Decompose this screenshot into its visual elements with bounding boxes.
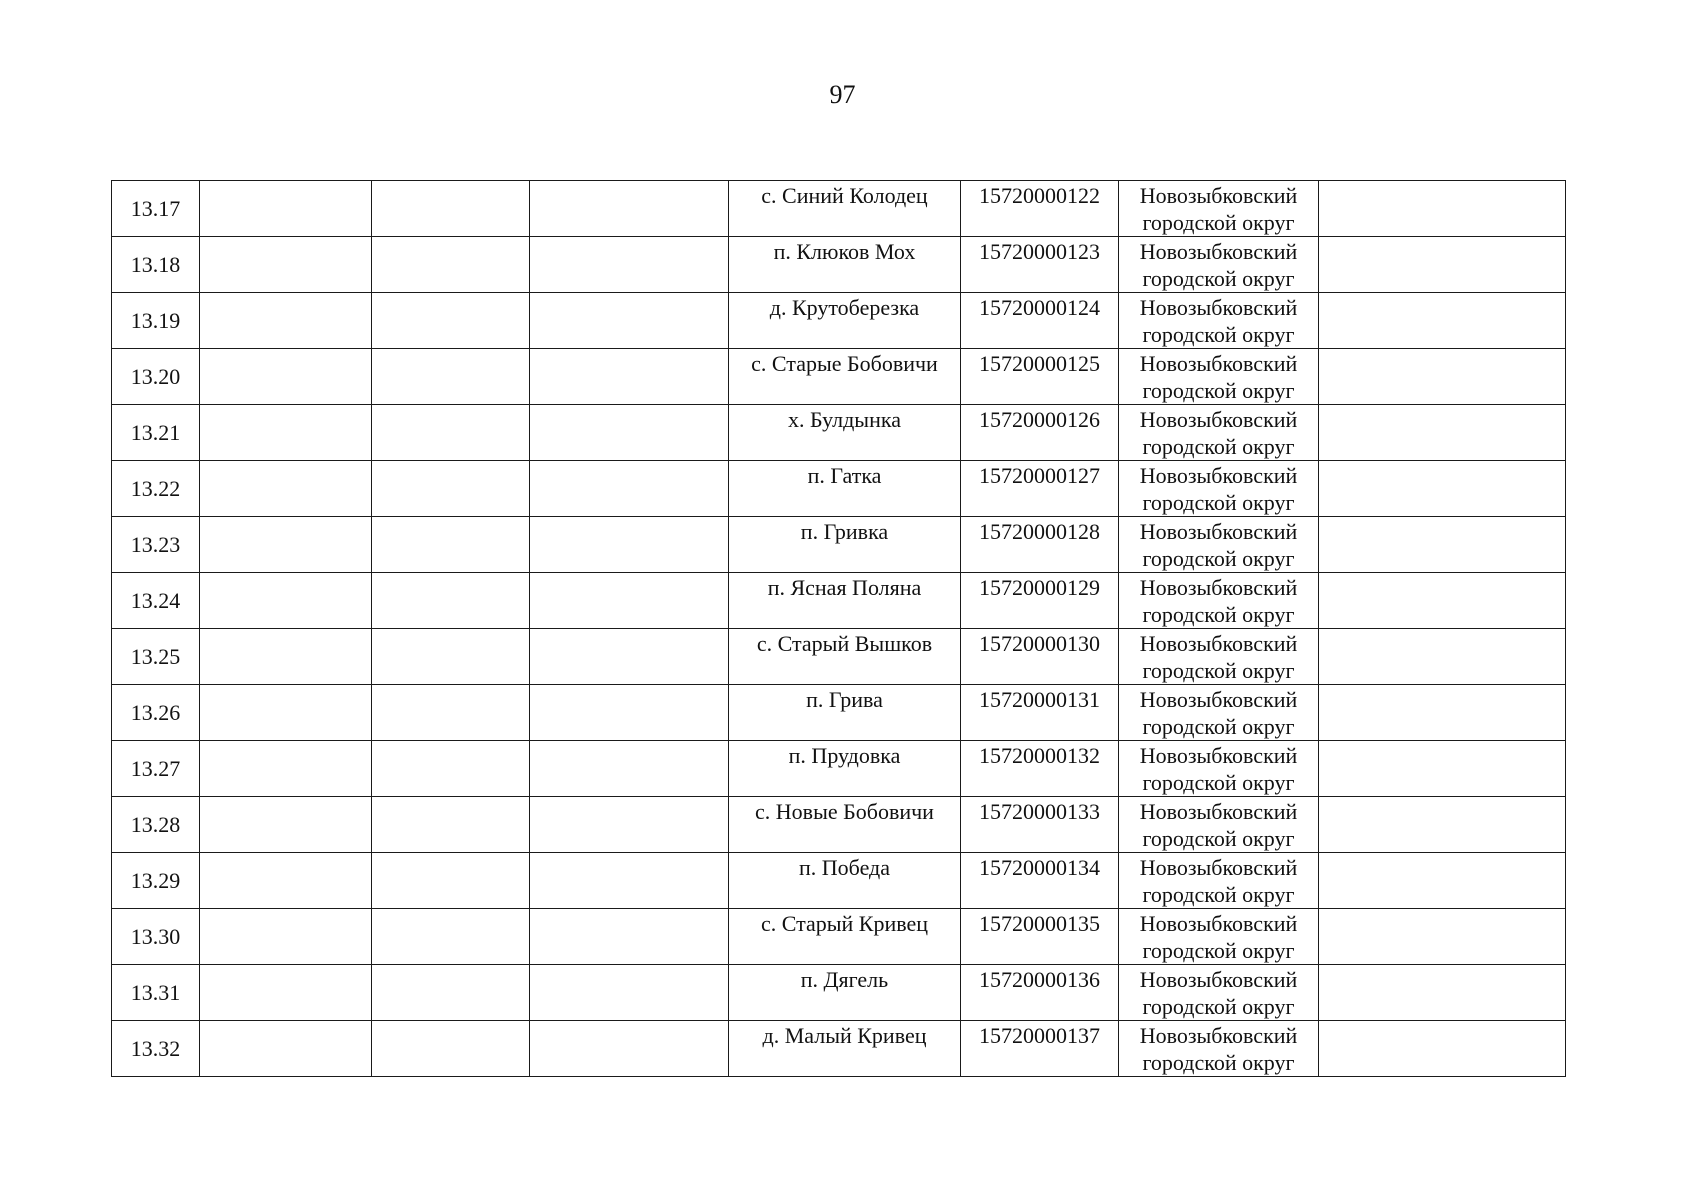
settlement-cell bbox=[729, 237, 961, 293]
settlement-name: с. Старые Бобовичи bbox=[751, 351, 938, 376]
district-name-line2: городской округ bbox=[1142, 378, 1295, 403]
district-name-line1: Новозыбковский bbox=[1139, 463, 1298, 488]
row-number: 13.28 bbox=[130, 812, 181, 837]
empty-cell bbox=[1319, 293, 1566, 349]
empty-cell bbox=[200, 1021, 372, 1077]
settlement-cell bbox=[729, 405, 961, 461]
empty-cell bbox=[200, 853, 372, 909]
district-cell bbox=[1119, 461, 1319, 517]
settlement-name: д. Крутоберезка bbox=[769, 295, 920, 320]
empty-cell bbox=[372, 797, 530, 853]
empty-cell bbox=[200, 293, 372, 349]
empty-cell bbox=[530, 405, 729, 461]
settlements-table bbox=[111, 180, 1566, 1077]
empty-cell bbox=[1319, 741, 1566, 797]
district-cell bbox=[1119, 853, 1319, 909]
row-number-cell bbox=[112, 349, 200, 405]
district-name-line1: Новозыбковский bbox=[1139, 631, 1298, 656]
empty-cell bbox=[1319, 853, 1566, 909]
district-name-line2: городской округ bbox=[1142, 658, 1295, 683]
empty-cell bbox=[530, 797, 729, 853]
oktmo-code-cell bbox=[961, 349, 1119, 405]
district-name-line1: Новозыбковский bbox=[1139, 967, 1298, 992]
oktmo-code: 15720000127 bbox=[979, 463, 1100, 488]
row-number: 13.27 bbox=[130, 756, 181, 781]
table-row bbox=[112, 797, 1566, 853]
district-name-line2: городской округ bbox=[1142, 210, 1295, 235]
oktmo-code-cell bbox=[961, 293, 1119, 349]
empty-cell bbox=[200, 349, 372, 405]
table-row bbox=[112, 573, 1566, 629]
oktmo-code-cell bbox=[961, 853, 1119, 909]
empty-cell bbox=[530, 349, 729, 405]
oktmo-code-cell bbox=[961, 181, 1119, 237]
row-number-cell bbox=[112, 853, 200, 909]
settlement-name: п. Гривка bbox=[800, 519, 889, 544]
empty-cell bbox=[372, 517, 530, 573]
empty-cell bbox=[530, 685, 729, 741]
district-name-line2: городской округ bbox=[1142, 994, 1295, 1019]
oktmo-code-cell bbox=[961, 965, 1119, 1021]
settlement-name: с. Новые Бобовичи bbox=[755, 799, 934, 824]
empty-cell bbox=[200, 965, 372, 1021]
empty-cell bbox=[200, 909, 372, 965]
row-number: 13.17 bbox=[130, 196, 181, 221]
district-cell bbox=[1119, 517, 1319, 573]
table-row bbox=[112, 909, 1566, 965]
oktmo-code-cell bbox=[961, 405, 1119, 461]
row-number-cell bbox=[112, 909, 200, 965]
empty-cell bbox=[1319, 797, 1566, 853]
empty-cell bbox=[200, 461, 372, 517]
table-row bbox=[112, 1021, 1566, 1077]
table-row bbox=[112, 965, 1566, 1021]
empty-cell bbox=[1319, 1021, 1566, 1077]
district-name-line1: Новозыбковский bbox=[1139, 855, 1298, 880]
district-name-line2: городской округ bbox=[1142, 714, 1295, 739]
empty-cell bbox=[200, 517, 372, 573]
settlement-cell bbox=[729, 685, 961, 741]
oktmo-code: 15720000129 bbox=[979, 575, 1100, 600]
district-name-line2: городской округ bbox=[1142, 1050, 1295, 1075]
empty-cell bbox=[372, 741, 530, 797]
oktmo-code: 15720000124 bbox=[979, 295, 1100, 320]
empty-cell bbox=[200, 405, 372, 461]
oktmo-code: 15720000133 bbox=[979, 799, 1100, 824]
empty-cell bbox=[372, 349, 530, 405]
table-row bbox=[112, 349, 1566, 405]
table-row bbox=[112, 181, 1566, 237]
settlement-name: д. Малый Кривец bbox=[762, 1023, 927, 1048]
empty-cell bbox=[200, 741, 372, 797]
settlement-name: п. Ясная Поляна bbox=[767, 575, 922, 600]
oktmo-code-cell bbox=[961, 237, 1119, 293]
district-name-line1: Новозыбковский bbox=[1139, 743, 1298, 768]
district-name-line2: городской округ bbox=[1142, 826, 1295, 851]
district-cell bbox=[1119, 629, 1319, 685]
oktmo-code: 15720000136 bbox=[979, 967, 1100, 992]
settlement-name: п. Дягель bbox=[800, 967, 889, 992]
oktmo-code: 15720000131 bbox=[979, 687, 1100, 712]
empty-cell bbox=[530, 573, 729, 629]
district-cell bbox=[1119, 293, 1319, 349]
row-number: 13.31 bbox=[130, 980, 181, 1005]
district-name-line1: Новозыбковский bbox=[1139, 407, 1298, 432]
settlement-cell bbox=[729, 349, 961, 405]
empty-cell bbox=[372, 237, 530, 293]
empty-cell bbox=[372, 1021, 530, 1077]
oktmo-code-cell bbox=[961, 685, 1119, 741]
oktmo-code: 15720000126 bbox=[979, 407, 1100, 432]
district-cell bbox=[1119, 405, 1319, 461]
settlement-name: с. Синий Колодец bbox=[761, 183, 928, 208]
district-name-line2: городской округ bbox=[1142, 770, 1295, 795]
oktmo-code-cell bbox=[961, 573, 1119, 629]
settlement-cell bbox=[729, 741, 961, 797]
oktmo-code-cell bbox=[961, 629, 1119, 685]
empty-cell bbox=[200, 237, 372, 293]
table-row bbox=[112, 405, 1566, 461]
oktmo-code: 15720000130 bbox=[979, 631, 1100, 656]
empty-cell bbox=[372, 293, 530, 349]
empty-cell bbox=[372, 965, 530, 1021]
oktmo-code-cell bbox=[961, 909, 1119, 965]
row-number-cell bbox=[112, 293, 200, 349]
district-cell bbox=[1119, 685, 1319, 741]
row-number-cell bbox=[112, 685, 200, 741]
empty-cell bbox=[530, 741, 729, 797]
district-cell bbox=[1119, 181, 1319, 237]
settlement-name: х. Булдынка bbox=[788, 407, 901, 432]
settlement-cell bbox=[729, 909, 961, 965]
empty-cell bbox=[200, 181, 372, 237]
oktmo-code-cell bbox=[961, 797, 1119, 853]
settlement-cell bbox=[729, 629, 961, 685]
table-row bbox=[112, 741, 1566, 797]
row-number: 13.32 bbox=[130, 1036, 181, 1061]
row-number-cell bbox=[112, 461, 200, 517]
oktmo-code-cell bbox=[961, 517, 1119, 573]
row-number: 13.25 bbox=[130, 644, 181, 669]
district-cell bbox=[1119, 909, 1319, 965]
settlement-name: с. Старый Вышков bbox=[756, 631, 933, 656]
empty-cell bbox=[530, 965, 729, 1021]
settlement-cell bbox=[729, 517, 961, 573]
empty-cell bbox=[372, 629, 530, 685]
row-number-cell bbox=[112, 741, 200, 797]
row-number: 13.30 bbox=[130, 924, 181, 949]
district-name-line2: городской округ bbox=[1142, 602, 1295, 627]
settlement-cell bbox=[729, 853, 961, 909]
table-row bbox=[112, 293, 1566, 349]
district-name-line2: городской округ bbox=[1142, 938, 1295, 963]
empty-cell bbox=[200, 573, 372, 629]
table-row bbox=[112, 237, 1566, 293]
settlement-name: п. Клюков Мох bbox=[773, 239, 916, 264]
table-row bbox=[112, 629, 1566, 685]
empty-cell bbox=[1319, 909, 1566, 965]
empty-cell bbox=[200, 797, 372, 853]
oktmo-code-cell bbox=[961, 461, 1119, 517]
row-number-cell bbox=[112, 181, 200, 237]
row-number: 13.23 bbox=[130, 532, 181, 557]
district-cell bbox=[1119, 797, 1319, 853]
district-name-line2: городской округ bbox=[1142, 434, 1295, 459]
empty-cell bbox=[372, 685, 530, 741]
district-name-line1: Новозыбковский bbox=[1139, 519, 1298, 544]
empty-cell bbox=[1319, 405, 1566, 461]
oktmo-code-cell bbox=[961, 741, 1119, 797]
row-number-cell bbox=[112, 517, 200, 573]
district-name-line1: Новозыбковский bbox=[1139, 687, 1298, 712]
district-name-line1: Новозыбковский bbox=[1139, 575, 1298, 600]
oktmo-code: 15720000137 bbox=[979, 1023, 1100, 1048]
district-name-line1: Новозыбковский bbox=[1139, 351, 1298, 376]
district-cell bbox=[1119, 237, 1319, 293]
district-cell bbox=[1119, 741, 1319, 797]
row-number-cell bbox=[112, 629, 200, 685]
district-cell bbox=[1119, 573, 1319, 629]
oktmo-code: 15720000123 bbox=[979, 239, 1100, 264]
settlement-cell bbox=[729, 797, 961, 853]
district-cell bbox=[1119, 965, 1319, 1021]
empty-cell bbox=[372, 405, 530, 461]
empty-cell bbox=[530, 237, 729, 293]
settlement-cell bbox=[729, 461, 961, 517]
empty-cell bbox=[1319, 461, 1566, 517]
empty-cell bbox=[530, 181, 729, 237]
row-number: 13.21 bbox=[130, 420, 181, 445]
table-body bbox=[112, 181, 1566, 1077]
row-number-cell bbox=[112, 965, 200, 1021]
empty-cell bbox=[530, 293, 729, 349]
empty-cell bbox=[1319, 181, 1566, 237]
district-name-line2: городской округ bbox=[1142, 490, 1295, 515]
empty-cell bbox=[1319, 629, 1566, 685]
empty-cell bbox=[530, 1021, 729, 1077]
row-number-cell bbox=[112, 237, 200, 293]
settlement-cell bbox=[729, 1021, 961, 1077]
empty-cell bbox=[530, 517, 729, 573]
row-number-cell bbox=[112, 405, 200, 461]
table-row bbox=[112, 853, 1566, 909]
oktmo-code: 15720000128 bbox=[979, 519, 1100, 544]
empty-cell bbox=[1319, 965, 1566, 1021]
oktmo-code: 15720000135 bbox=[979, 911, 1100, 936]
table-row bbox=[112, 685, 1566, 741]
empty-cell bbox=[372, 909, 530, 965]
row-number: 13.20 bbox=[130, 364, 181, 389]
district-name-line2: городской округ bbox=[1142, 882, 1295, 907]
row-number: 13.24 bbox=[130, 588, 181, 613]
settlement-cell bbox=[729, 293, 961, 349]
settlement-cell bbox=[729, 573, 961, 629]
district-name-line1: Новозыбковский bbox=[1139, 799, 1298, 824]
row-number-cell bbox=[112, 1021, 200, 1077]
district-name-line2: городской округ bbox=[1142, 322, 1295, 347]
settlement-name: п. Гатка bbox=[807, 463, 882, 488]
empty-cell bbox=[200, 629, 372, 685]
row-number-cell bbox=[112, 797, 200, 853]
empty-cell bbox=[530, 629, 729, 685]
empty-cell bbox=[1319, 685, 1566, 741]
empty-cell bbox=[372, 853, 530, 909]
settlement-name: п. Грива bbox=[806, 687, 883, 712]
district-name-line2: городской округ bbox=[1142, 266, 1295, 291]
empty-cell bbox=[1319, 349, 1566, 405]
table-row bbox=[112, 461, 1566, 517]
settlement-cell bbox=[729, 181, 961, 237]
settlement-cell bbox=[729, 965, 961, 1021]
empty-cell bbox=[372, 461, 530, 517]
empty-cell bbox=[530, 461, 729, 517]
settlement-name: п. Прудовка bbox=[788, 743, 901, 768]
settlement-name: с. Старый Кривец bbox=[760, 911, 929, 936]
empty-cell bbox=[530, 909, 729, 965]
settlement-name: п. Победа bbox=[799, 855, 890, 880]
empty-cell bbox=[372, 181, 530, 237]
district-name-line1: Новозыбковский bbox=[1139, 295, 1298, 320]
empty-cell bbox=[1319, 517, 1566, 573]
oktmo-code: 15720000125 bbox=[979, 351, 1100, 376]
page-number: 97 bbox=[829, 80, 856, 109]
district-cell bbox=[1119, 1021, 1319, 1077]
empty-cell bbox=[530, 853, 729, 909]
row-number: 13.26 bbox=[130, 700, 181, 725]
district-name-line1: Новозыбковский bbox=[1139, 1023, 1298, 1048]
oktmo-code-cell bbox=[961, 1021, 1119, 1077]
row-number: 13.18 bbox=[130, 252, 181, 277]
empty-cell bbox=[200, 685, 372, 741]
row-number: 13.22 bbox=[130, 476, 181, 501]
empty-cell bbox=[1319, 237, 1566, 293]
district-name-line1: Новозыбковский bbox=[1139, 239, 1298, 264]
district-name-line2: городской округ bbox=[1142, 546, 1295, 571]
row-number-cell bbox=[112, 573, 200, 629]
oktmo-code: 15720000134 bbox=[979, 855, 1100, 880]
row-number: 13.29 bbox=[130, 868, 181, 893]
oktmo-code: 15720000132 bbox=[979, 743, 1100, 768]
district-cell bbox=[1119, 349, 1319, 405]
row-number: 13.19 bbox=[130, 308, 181, 333]
table-row bbox=[112, 517, 1566, 573]
empty-cell bbox=[1319, 573, 1566, 629]
empty-cell bbox=[372, 573, 530, 629]
district-name-line1: Новозыбковский bbox=[1139, 183, 1298, 208]
oktmo-code: 15720000122 bbox=[979, 183, 1100, 208]
district-name-line1: Новозыбковский bbox=[1139, 911, 1298, 936]
